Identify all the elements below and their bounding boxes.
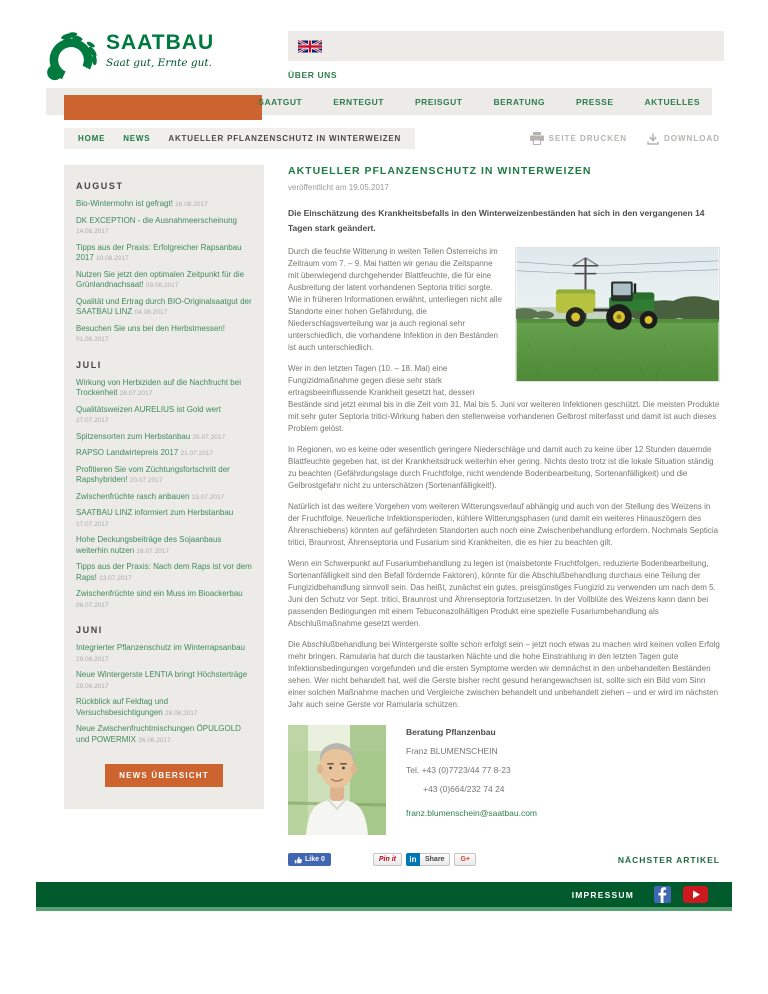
breadcrumb-news[interactable]: NEWS bbox=[123, 134, 151, 143]
news-date: 16.07.2017 bbox=[136, 547, 170, 555]
sidebar-news-link[interactable]: Zwischenfrüchte rasch anbauen 19.07.2017 bbox=[76, 491, 225, 501]
sidebar-news-link[interactable]: Neue Zwischenfruchtmischungen ÖPULGOLD und POWERMIX 26.06.2017 bbox=[76, 724, 241, 744]
nav-highlight-block[interactable] bbox=[64, 95, 262, 120]
nav-item[interactable]: ERNTEGUT bbox=[333, 96, 384, 107]
news-date: 27.07.2017 bbox=[76, 417, 109, 424]
sidebar-month-juli bbox=[76, 360, 252, 612]
news-date: 20.07.2017 bbox=[129, 477, 163, 484]
sidebar-news-link[interactable]: Qualitätsweizen AURELIUS ist Gold wert 27.07.2017 bbox=[76, 404, 221, 424]
sidebar-news-link[interactable]: DK EXCEPTION - die Ausnahmeerscheinung 14.08.2017 bbox=[76, 215, 237, 235]
month-label: AUGUST bbox=[76, 181, 124, 191]
nav-item[interactable]: PREISGUT bbox=[415, 96, 463, 107]
advisor-portrait-photo bbox=[288, 725, 386, 835]
article-lead: Die Einschätzung des Krankheitsbefalls in den Winterweizenbeständen hat sich in den vergangenen 14 Tagen stark geändert. bbox=[288, 208, 705, 233]
logo-title: SAATBAU bbox=[106, 31, 215, 54]
news-sidebar bbox=[64, 165, 264, 809]
contact-card bbox=[288, 725, 720, 835]
contact-name: Franz BLUMENSCHEIN bbox=[406, 746, 498, 756]
sidebar-news-link[interactable]: Tipps aus der Praxis: Erfolgreicher Rapsanbau 2017 10.08.2017 bbox=[76, 242, 242, 262]
nav-item[interactable]: PRESSE bbox=[576, 96, 614, 107]
published-date: veröffentlicht am 19.05.2017 bbox=[288, 183, 389, 192]
news-date: 21.07.2017 bbox=[180, 450, 214, 457]
tractor-field-photo bbox=[515, 247, 720, 382]
logo-tagline: Saat gut, Ernte gut. bbox=[106, 57, 212, 69]
download-button[interactable] bbox=[647, 133, 720, 145]
breadcrumb-current: AKTUELLER PFLANZENSCHUTZ IN WINTERWEIZEN bbox=[168, 134, 402, 143]
article-paragraph: Durch die feuchte Witterung in weiten Teilen Österreichs im Zeitraum vom 7. – 9. Mai hatten wir genau die Zeitspanne mit überwiegend durchgehender Blattfeuchte, die für eine Ausbreitung der latent vorhandenen Septoria tritici sorgte. Wie in früheren Informationen erwähnt, unterliegen nicht alle Standorte einer hohen Gefährdung, die Niederschlagsverteilung war ja auch regional sehr unterschiedlich, die vorhandene Infektion in den Beständen ist auch unterschiedlich. bbox=[288, 247, 502, 352]
google-plus-button[interactable]: G+ bbox=[454, 853, 476, 866]
top-language-bar bbox=[288, 31, 724, 61]
sidebar-news-link[interactable]: Tipps aus der Praxis: Nach dem Raps ist vor dem Raps! 13.07.2017 bbox=[76, 562, 252, 582]
news-date: 09.08.2017 bbox=[145, 282, 179, 289]
news-date: 01.08.2017 bbox=[76, 336, 109, 343]
news-date: 04.08.2017 bbox=[134, 309, 168, 316]
news-date: 17.07.2017 bbox=[76, 520, 109, 528]
share-label: Share bbox=[420, 853, 450, 866]
sidebar-news-link[interactable]: Hohe Deckungsbeiträge des Sojaanbaus weiterhin nutzen 16.07.2017 bbox=[76, 535, 222, 555]
social-row bbox=[288, 853, 720, 866]
article-body bbox=[288, 246, 720, 711]
uk-flag-icon[interactable] bbox=[298, 40, 322, 53]
news-date: 13.07.2017 bbox=[99, 574, 132, 582]
month-label: JULI bbox=[76, 359, 102, 370]
news-date: 28.07.2017 bbox=[119, 390, 153, 397]
article-paragraph: In Regionen, wo es keine oder wesentlich geringere Niederschläge und damit auch zu keine über 12 Stunden dauernde Blattfeuchte gegeben hat, ist der Krankheitsdruck weiterhin eher gering. Nichts desto trotz ist die lokale Situation ständig zu beachten (Gefährdungslage durch Fruchtfolge, nicht wendende Bodenbearbeitung, Sortenanfälligkeit) und die Gelbrostgefahr nicht zu unterschätzen (Sortenanfälligkeit!). bbox=[288, 445, 714, 490]
sidebar-news-link[interactable]: Qualität und Ertrag durch BIO-Originalsaatgut der SAATBAU LINZ 04.08.2017 bbox=[76, 296, 252, 316]
news-date: 25.07.2017 bbox=[192, 433, 226, 441]
sidebar-news-link[interactable]: Profitieren Sie vom Züchtungsfortschritt der Rapshybriden! 20.07.2017 bbox=[76, 464, 230, 484]
news-date: 06.07.2017 bbox=[76, 601, 109, 609]
saatbau-leaf-ring-icon bbox=[44, 32, 98, 86]
news-date: 29.06.2017 bbox=[76, 682, 109, 690]
contact-heading: Beratung Pflanzenbau bbox=[406, 727, 496, 737]
linkedin-share-button[interactable] bbox=[406, 853, 450, 866]
page-actions bbox=[530, 132, 720, 145]
nav-item[interactable]: AKTUELLES bbox=[644, 96, 700, 107]
nav-item[interactable]: SAATGUT bbox=[258, 96, 303, 107]
sidebar-month-august bbox=[76, 181, 252, 346]
nav-item[interactable]: BERATUNG bbox=[493, 96, 545, 107]
like-label: Like 0 bbox=[305, 856, 325, 863]
sidebar-news-link[interactable]: Wirkung von Herbiziden auf die Nachfrucht bei Trockenheit 28.07.2017 bbox=[76, 377, 241, 397]
sidebar-news-link[interactable]: Neue Wintergerste LENTIA bringt Höchsterträge 29.06.2017 bbox=[76, 670, 248, 690]
sidebar-news-link[interactable]: Zwischenfrüchte sind ein Muss im Bioackerbau 06.07.2017 bbox=[76, 589, 243, 609]
download-icon bbox=[647, 133, 659, 145]
sidebar-news-link[interactable]: Integrierter Pflanzenschutz im Winterrapsanbau 29.06.2017 bbox=[76, 643, 245, 663]
contact-phone-2: +43 (0)664/232 74 24 bbox=[423, 784, 505, 794]
sidebar-news-link[interactable]: Nutzen Sie jetzt den optimalen Zeitpunkt für die Grünlandnachsaat! 09.08.2017 bbox=[76, 269, 245, 289]
facebook-like-button[interactable] bbox=[288, 853, 331, 866]
linkedin-icon: in bbox=[406, 853, 420, 866]
nav-items bbox=[258, 88, 700, 115]
pinterest-pinit-button[interactable]: Pin it bbox=[373, 853, 402, 866]
facebook-icon[interactable] bbox=[654, 886, 671, 903]
thumbs-up-icon bbox=[294, 856, 302, 864]
news-date: 16.08.2017 bbox=[175, 201, 208, 208]
print-page-button[interactable] bbox=[530, 132, 627, 145]
saatbau-logo[interactable] bbox=[44, 32, 214, 86]
site-header bbox=[0, 0, 768, 88]
article-paragraph: Wer in den letzten Tagen (10. – 18. Mai) eine Fungizidmaßnahme gegen diese sehr stark ertragsbeeinflussende Krankheit gesetzt hat, dessen Bestände sind jetzt einmal bis in die Zeit vom 31. Mai bis 5. Juni vor weiteren Infektionen geschützt. Die meisten Produkte mit sehr guter Septoria tritici-Wirkung haben den stellenweise vorhandenen Gelbrost miterfasst und damit ist auch dieses Problem gelöst. bbox=[288, 364, 720, 433]
next-article-link[interactable]: NÄCHSTER ARTIKEL bbox=[617, 854, 720, 865]
news-uebersicht-button[interactable]: NEWS ÜBERSICHT bbox=[105, 764, 223, 787]
contact-email-link[interactable]: franz.blumenschein@saatbau.com bbox=[406, 808, 538, 818]
news-date: 14.08.2017 bbox=[76, 228, 109, 235]
contact-info bbox=[406, 725, 537, 835]
page-title: AKTUELLER PFLANZENSCHUTZ IN WINTERWEIZEN bbox=[288, 165, 592, 177]
sidebar-news-link[interactable]: Rückblick auf Feldtag und Versuchsbesichtigungen 28.06.2017 bbox=[76, 697, 198, 717]
content bbox=[64, 165, 720, 866]
news-date: 29.06.2017 bbox=[76, 655, 109, 663]
contact-phone-1: Tel. +43 (0)7723/44 77 8-23 bbox=[406, 765, 511, 775]
sidebar-news-link[interactable]: SAATBAU LINZ informiert zum Herbstanbau 17.07.2017 bbox=[76, 508, 234, 528]
sidebar-news-link[interactable]: RAPSO Landwirtepreis 2017 21.07.2017 bbox=[76, 448, 214, 457]
printer-icon bbox=[530, 132, 544, 145]
article bbox=[288, 165, 720, 866]
impressum-link[interactable]: IMPRESSUM bbox=[571, 889, 634, 900]
site-footer bbox=[36, 882, 732, 911]
breadcrumb-row bbox=[64, 128, 720, 149]
youtube-icon[interactable] bbox=[683, 886, 708, 903]
month-label: JUNI bbox=[76, 625, 103, 635]
download-label: DOWNLOAD bbox=[664, 134, 720, 143]
share-buttons bbox=[373, 853, 476, 866]
article-paragraph: Die Abschlußbehandlung bei Wintergerste sollte schon erfolgt sein – jetzt noch etwas zu machen wird keinen vollen Erfolg mehr bringen. Ramularia hat durch die taustarken Nächte und die hohe Einstrahlung in den letzten Tagen gute Infektionsbedingungen vorgefunden und die ersten Symptome werden wir demnächst in den unbehandelten Beständen sehen. Wer nicht behandelt hat, weil die Gerste bisher recht gesund herangewachsen ist, sollte sich ein Bild vom Sinn einer solchen Maßnahme machen und Vergleiche zwischen behandelt und unbehandelt ziehen – und er wird im nächsten Jahr auch seine Gerste vor Ramularia schützen. bbox=[288, 640, 720, 709]
main-nav bbox=[46, 88, 712, 115]
news-date: 10.08.2017 bbox=[96, 255, 129, 262]
print-label: SEITE DRUCKEN bbox=[548, 134, 627, 143]
sidebar-news-link[interactable]: Spitzensorten zum Herbstanbau 25.07.2017 bbox=[76, 431, 226, 441]
news-date: 19.07.2017 bbox=[191, 493, 225, 501]
ueber-uns-link[interactable]: ÜBER UNS bbox=[288, 70, 338, 80]
sidebar-news-link[interactable]: Besuchen Sie uns bei den Herbstmessen! 01.08.2017 bbox=[76, 323, 225, 343]
breadcrumb-home[interactable]: HOME bbox=[78, 134, 106, 143]
sidebar-month-juni bbox=[76, 625, 252, 746]
news-date: 28.06.2017 bbox=[164, 709, 198, 717]
breadcrumb bbox=[64, 128, 415, 149]
article-paragraph: Natürlich ist das weitere Vorgehen vom weiteren Witterungsverlauf abhängig und auch von der Stellung des Weizens in der Fruchtfolge. Neuerliche Infektionsperioden, kühlere Witterungsphasen (und damit ein weiteres Hinauszögern des Ährenschiebens) könnten auf gefährdeten Standorten auch noch eine Zwischenbehandlung erfordern. Nochmals Septicia tritici, Braunrost, Ährenseptoria und Fusarium sind Krankheiten, die es hier zu beachten gilt. bbox=[288, 502, 719, 547]
article-paragraph: Wenn ein Schwerpunkt auf Fusariumbehandlung zu legen ist (maisbetonte Fruchtfolgen, reduzierte Bodenbearbeitung, Sortenanfälligkeit sind den Befall fördernde Faktoren), könnte für die Abschlußbehandlung durchaus eine Teilung der Fungizidbehandlung sinnvoll sein. Das heißt, zunächst ein gutes, preisgünstiges Fungizid zu verwenden um nach dem 5. Juni den Schutz vor Sept. tritici, Braunrost und Ährenseptoria fortzusetzen. In der Vollblüte des Weizens kann dann bei passenden Bedingungen mit einem Tebuconazolhältigen Produkt eine spezielle Fusariumbehandlung als Abschlußmaßnahme gesetzt werden. bbox=[288, 559, 716, 628]
sidebar-news-link[interactable]: Bio-Wintermohn ist gefragt! 16.08.2017 bbox=[76, 199, 208, 208]
news-date: 26.06.2017 bbox=[138, 736, 171, 744]
